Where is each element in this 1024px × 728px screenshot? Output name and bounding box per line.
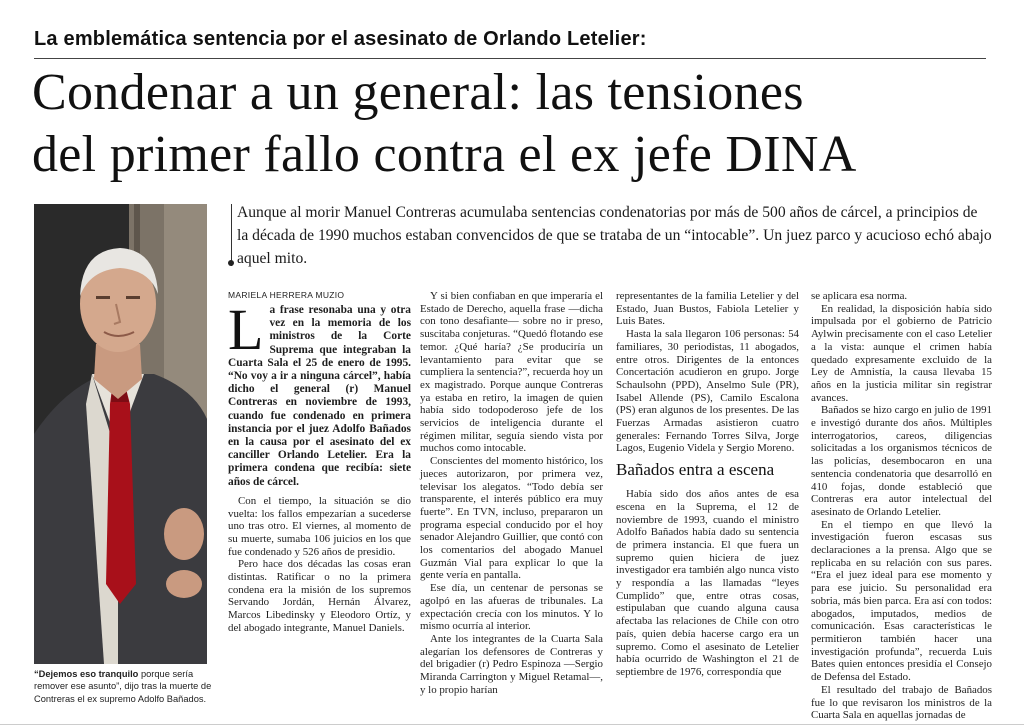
column-4 <box>811 290 992 722</box>
paragraph: Ante los integrantes de la Cuarta Sala alegarían los defensores de Contreras y del brigadier (r) Pedro Espinoza —Sergio Miranda Carrington y Miguel Retamal—, y lo propio harían <box>420 632 603 696</box>
paragraph: El resultado del trabajo de Bañados fue lo que revisaron los ministros de la Cuarta Sala en aquellas jornadas de <box>811 683 992 722</box>
byline: MARIELA HERRERA MUZIO <box>228 290 345 300</box>
paragraph: Conscientes del momento histórico, los jueces autorizaron, por primera vez, televisar los alegatos. “Todo debía ser transparente, el interés público era muy fuerte”. En TVN, incluso, prepararon un programa especial conducido por el hoy senador Alejandro Guillier, que contó con los comentarios del abogado Manuel Guzmán Vial para explicar lo que la gente vería en pantalla. <box>420 455 603 582</box>
photo-caption <box>34 668 224 705</box>
portrait-illustration <box>34 204 207 664</box>
paragraph: Había sido dos años antes de esa escena en la Suprema, el 12 de noviembre de 1993, cuando el ministro Adolfo Bañados había dado su sentencia de primera instancia. El que fuera un supremo quien hiciera de juez investigador era también algo nunca visto y respondía a las llamadas “leyes Cumplido” que, entre otras cosas, estipulaban que cuando alguna causa afectaba las relaciones de Chile con otro país, quien debía hacerse cargo era un supremo. Como el asesinato de Letelier había ocurrido de Washington el 21 de septiembre de 1976, correspondía que <box>616 488 799 678</box>
section-subhead: Bañados entra a escena <box>616 460 775 480</box>
lead-bullet <box>228 260 234 266</box>
opening-paragraph <box>228 297 411 489</box>
portrait-photo <box>34 204 207 664</box>
headline-line-2: del primer fallo contra el ex jefe DINA <box>32 126 857 183</box>
paragraph: Bañados se hizo cargo en julio de 1991 e investigó durante dos años. Múltiples interrogatorios, careos, diligencias solicitadas a los organismos técnicos de las policías, desembocaron en una sentencia condenatoria que desarrolló en 410 fojas, donde estableció que Contreras era autor intelectual del asesinato de Orlando Letelier. <box>811 404 992 518</box>
caption-bold: “Dejemos eso tranquilo <box>34 669 139 679</box>
paragraph: Pero hace dos décadas las cosas eran distintas. Ratificar o no la primera condena era la misión de los supremos Servando Jordán, Hernán Álvarez, Marcos Libedinsky y Eleodoro Ortíz, y del abogado integrante, Manuel Daniels. <box>228 558 411 634</box>
drop-cap: L <box>228 297 264 362</box>
bottom-rule <box>0 724 1024 725</box>
column-2 <box>420 290 603 697</box>
paragraph: En realidad, la disposición había sido impulsada por el gobierno de Patricio Aylwin precisamente con el caso Letelier a la vista: aunque el crimen había quedado expresamente excluido de la Ley de Amnistía, la causa llevaba 15 años en la justicia militar sin registrar avances. <box>811 302 992 404</box>
column-3 <box>616 290 799 679</box>
paragraph: Con el tiempo, la situación se dio vuelta: los fallos empezarían a sucederse uno tras otro. El viernes, al momento de su muerte, sumaba 106 juicios en los que fue condenado y 526 años de presidio. <box>228 494 411 558</box>
kicker: La emblemática sentencia por el asesinato de Orlando Letelier: <box>34 28 647 50</box>
opening-text: a frase resonaba una y otra vez en la memoria de los ministros de la Corte Suprema que integraban la Cuarta Sala el 25 de enero de 1995. “No voy a ir a ninguna cárcel”, había dicho el general (r) Manuel Contreras en noviembre de 1993, cuando fue condenado en primera instancia por el juez Adolfo Bañados en la causa por el asesinato del ex canciller Orlando Letelier. Era la primera condena que recibía: siete años de cárcel. <box>228 304 411 488</box>
lead-bar <box>231 204 232 266</box>
paragraph: Y si bien confiaban en que imperaría el Estado de Derecho, aquella frase —dicha con tono desafiante— sobre no ir preso, suscitaba conjeturas. “Quedó flotando ese temor. ¿Qué haría? ¿Se produciría un levantamiento para evitar que se cumpliera la sentencia?”, recuerda hoy un ex magistrado. Porque aunque Contreras ya estaba en retiro, la imagen de quien había sido todopoderoso jefe de los servicios de inteligencia durante el régimen militar, seguía siendo vista por muchos como intocable. <box>420 290 603 455</box>
caption-text: porque sería remover ese asunto”, dijo tras la muerte de Contreras el ex supremo Adolfo Bañados. <box>34 669 212 704</box>
paragraph: representantes de la familia Letelier y del Estado, Juan Bustos, Fabiola Letelier y Luis Bates. <box>616 290 799 328</box>
paragraph: Hasta la sala llegaron 106 personas: 54 familiares, 30 periodistas, 11 abogados, entre otros. Dirigentes de la entonces Concertación acudieron en grupo. Jorge Schaulsohn (PPD), Anselmo Sule (PR), Isabel Allende (PS), Camilo Escalona (PS) eran algunos de los presentes. De las Fuerzas Armadas asistieron cuatro generales: Fernando Torres Silva, Jorge Lagos, Eugenio Videla y Sergio Moreno. <box>616 328 799 455</box>
column-1 <box>228 297 411 635</box>
lead-paragraph: Aunque al morir Manuel Contreras acumulaba sentencias condenatorias por más de 500 años de cárcel, a principios de la década de 1990 muchos estaban convencidos de que se trataba de un “intocable”. Un juez parco y acucioso echó abajo aquel mito. <box>237 204 992 267</box>
headline <box>32 62 992 186</box>
kicker-rule <box>34 58 986 59</box>
paragraph: Ese día, un centenar de personas se agolpó en las afueras de tribunales. La expectación crecía con los minutos. Y lo mismo ocurría al interior. <box>420 582 603 633</box>
paragraph: En el tiempo en que llevó la investigación fueron escasas sus declaraciones a la prensa. Algo que se replicaba en su relación con sus pares. “Era el juez ideal para ese momento y para ese juicio. Su personalidad era sobria, más bien parca. Era así con todos: abogados, imputados, medios de comunicación. Esas características le permitieron también hacer una investigación profunda”, recuerda Luis Bates quien entonces presidía el Consejo de Defensa del Estado. <box>811 518 992 684</box>
paragraph: se aplicara esa norma. <box>811 290 908 302</box>
headline-line-1: Condenar a un general: las tensiones <box>32 64 804 121</box>
